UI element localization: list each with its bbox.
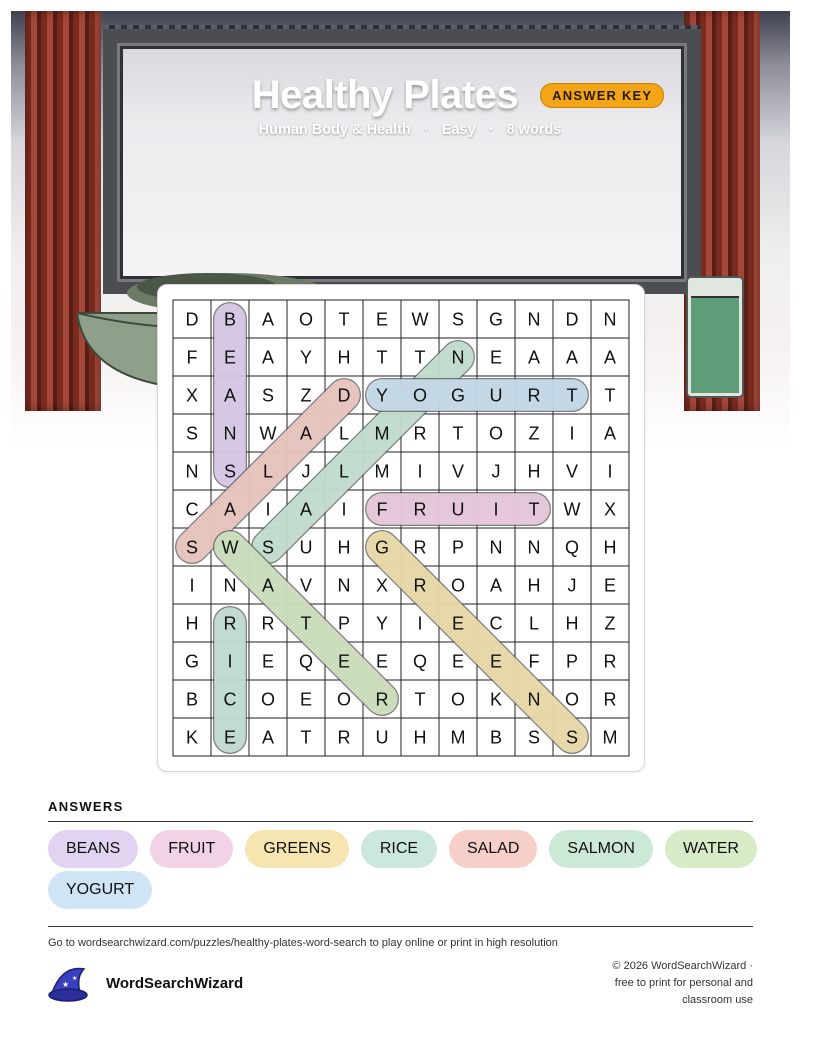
grid-letter: R — [527, 385, 541, 406]
grid-letter: N — [223, 575, 237, 596]
grid-letter: E — [489, 651, 503, 672]
grid-letter: Q — [298, 651, 314, 672]
grid-letter: R — [337, 727, 351, 748]
answer-pill-salmon: SALMON — [549, 830, 653, 868]
grid-letter: K — [489, 689, 503, 710]
grid-letter: D — [565, 309, 579, 330]
meta-separator: · — [423, 122, 429, 138]
copyright-line: © 2026 WordSearchWizard · — [612, 960, 753, 972]
word-search-grid — [157, 284, 645, 772]
grid-letter: P — [337, 613, 351, 634]
grid-letter: P — [451, 537, 465, 558]
grid-letter: N — [489, 537, 503, 558]
answers-list — [48, 830, 768, 909]
grid-letter: I — [417, 613, 423, 634]
grid-letter: L — [262, 461, 274, 482]
grid-letter: E — [299, 689, 313, 710]
grid-letter: C — [185, 499, 199, 520]
grid-letter: M — [374, 461, 390, 482]
grid-letter: E — [375, 651, 389, 672]
grid-letter: U — [375, 727, 389, 748]
grid-letter: H — [527, 575, 541, 596]
grid-letter: R — [413, 575, 427, 596]
grid-letter: N — [223, 423, 237, 444]
grid-letter: H — [185, 613, 199, 634]
title-row — [0, 70, 816, 120]
page-title: Healthy Plates — [251, 72, 519, 117]
answer-pill-fruit: FRUIT — [150, 830, 233, 868]
grid-letter: O — [260, 689, 276, 710]
grid-letter: A — [223, 499, 237, 520]
grid-letter: A — [261, 575, 275, 596]
answer-pill-rice: RICE — [361, 830, 437, 868]
copyright-line: free to print for personal and — [614, 977, 753, 989]
grid-letter: R — [413, 423, 427, 444]
brand-name: WordSearchWizard — [106, 974, 244, 992]
footer-link[interactable]: Go to wordsearchwizard.com/puzzles/healthy-plates-word-search to play online or print in high resolution — [48, 937, 558, 949]
grid-letter: J — [491, 461, 501, 482]
grid-letter: N — [185, 461, 199, 482]
answer-pill-water: WATER — [665, 830, 757, 868]
grid-letter: S — [527, 727, 541, 748]
grid-letter: G — [374, 537, 390, 558]
grid-letter: P — [565, 651, 579, 672]
grid-letter: I — [569, 423, 575, 444]
grid-letter: I — [189, 575, 195, 596]
grid-letter: Z — [604, 613, 616, 634]
grid-letter: T — [566, 385, 578, 406]
grid-letter: B — [223, 309, 237, 330]
grid-letter: E — [261, 651, 275, 672]
grid-letter: I — [493, 499, 499, 520]
grid-letter: L — [338, 461, 350, 482]
grid-letter: E — [489, 347, 503, 368]
grid-letter: I — [417, 461, 423, 482]
grid-letter: I — [341, 499, 347, 520]
grid-letter: I — [227, 651, 233, 672]
copyright-line: classroom use — [682, 994, 753, 1006]
grid-letter: O — [450, 575, 466, 596]
grid-letter: A — [489, 575, 503, 596]
grid-letter: V — [299, 575, 313, 596]
grid-letter: F — [528, 651, 540, 672]
grid-letter: M — [374, 423, 390, 444]
grid-letter: F — [186, 347, 198, 368]
grid-letter: R — [603, 651, 617, 672]
grid-letter: I — [607, 461, 613, 482]
grid-letter: C — [223, 689, 237, 710]
answer-pill-beans: BEANS — [48, 830, 138, 868]
grid-letter: J — [301, 461, 311, 482]
grid-letter: L — [528, 613, 540, 634]
grid-letter: A — [261, 347, 275, 368]
grid-letter: N — [527, 309, 541, 330]
grid-letter: T — [604, 385, 616, 406]
grid-letter: A — [261, 309, 275, 330]
grid-letter: O — [298, 309, 314, 330]
grid-letter: S — [565, 727, 579, 748]
grid-letter: T — [414, 347, 426, 368]
grid-letter: E — [223, 727, 237, 748]
grid-letter: R — [223, 613, 237, 634]
wizard-hat-icon — [48, 963, 92, 1003]
picture-frame — [103, 29, 701, 294]
grid-letter: Q — [412, 651, 428, 672]
grid-letter: Y — [375, 385, 389, 406]
grid-letter: S — [185, 423, 199, 444]
grid-letter: G — [488, 309, 504, 330]
grid-letter: O — [450, 689, 466, 710]
answer-pill-salad: SALAD — [449, 830, 537, 868]
grid-letter: A — [603, 347, 617, 368]
word-count-label: 8 words — [506, 122, 562, 138]
grid-letter: K — [185, 727, 199, 748]
grid-letter: X — [185, 385, 199, 406]
grid-letter: A — [299, 499, 313, 520]
grid-letter: W — [259, 423, 277, 444]
grid-letter: G — [450, 385, 466, 406]
grid-letter: W — [411, 309, 429, 330]
grid-letter: Y — [299, 347, 313, 368]
grid-letter: Z — [528, 423, 540, 444]
grid-letter: T — [414, 689, 426, 710]
grid-letter: W — [563, 499, 581, 520]
grid-letter: A — [603, 423, 617, 444]
grid-letter: T — [452, 423, 464, 444]
grid-letter: E — [337, 651, 351, 672]
grid-letter: S — [261, 385, 275, 406]
grid-letter: W — [221, 537, 239, 558]
grid-letter: H — [603, 537, 617, 558]
grid-letter: X — [603, 499, 617, 520]
grid-letter: E — [451, 613, 465, 634]
answers-heading: ANSWERS — [48, 799, 124, 814]
grid-letter: T — [338, 309, 350, 330]
answer-key-badge: ANSWER KEY — [540, 83, 664, 108]
grid-letter: T — [300, 727, 312, 748]
grid-letter: A — [299, 423, 313, 444]
grid-letter: V — [451, 461, 465, 482]
grid-letter: E — [223, 347, 237, 368]
grid-letter: N — [527, 689, 541, 710]
grid-letter: A — [223, 385, 237, 406]
meta-separator: · — [488, 122, 494, 138]
grid-letter: M — [602, 727, 618, 748]
grid-letter: F — [376, 499, 388, 520]
grid-letter: L — [338, 423, 350, 444]
answer-pill-yogurt: YOGURT — [48, 871, 152, 909]
grid-letter: S — [185, 537, 199, 558]
grid-letter: R — [413, 537, 427, 558]
svg-text:★: ★ — [72, 975, 78, 982]
grid-letter: E — [451, 651, 465, 672]
grid-letter: G — [184, 651, 200, 672]
grid-letter: D — [337, 385, 351, 406]
grid-letter: M — [450, 727, 466, 748]
grid-letter: R — [413, 499, 427, 520]
grid-letter: R — [375, 689, 389, 710]
grid-letter: T — [376, 347, 388, 368]
grid-letter: O — [488, 423, 504, 444]
grid-letter: T — [528, 499, 540, 520]
grid-letter: A — [261, 727, 275, 748]
grid-letter: B — [489, 727, 503, 748]
copyright — [573, 958, 753, 1009]
grid-letter: C — [489, 613, 503, 634]
grid-letter: H — [527, 461, 541, 482]
grid-letter: E — [603, 575, 617, 596]
grid-letter: Z — [300, 385, 312, 406]
grid-letter: R — [603, 689, 617, 710]
grid-letter: Q — [564, 537, 580, 558]
grid-letter: N — [451, 347, 465, 368]
svg-text:★: ★ — [62, 980, 70, 989]
grid-letter: N — [527, 537, 541, 558]
brand[interactable] — [48, 963, 243, 1003]
grid-letter: Y — [375, 613, 389, 634]
grid-letter: R — [261, 613, 275, 634]
grid-letter: E — [375, 309, 389, 330]
grid-letter: O — [564, 689, 580, 710]
difficulty-label: Easy — [441, 122, 476, 138]
grid-letter: O — [336, 689, 352, 710]
grid-letter: B — [185, 689, 199, 710]
grid-letter: H — [413, 727, 427, 748]
grid-letter: H — [565, 613, 579, 634]
glass-illustration — [683, 273, 747, 401]
divider — [48, 821, 753, 822]
grid-letter: S — [223, 461, 237, 482]
grid-letter: U — [489, 385, 503, 406]
grid-letter: H — [337, 347, 351, 368]
grid-letter: O — [412, 385, 428, 406]
grid-letter: U — [299, 537, 313, 558]
grid-letter: X — [375, 575, 389, 596]
category-label: Human Body & Health — [258, 122, 411, 138]
grid-letter: A — [565, 347, 579, 368]
grid-letter: V — [565, 461, 579, 482]
grid-letter: S — [451, 309, 465, 330]
grid-letter: H — [337, 537, 351, 558]
grid-svg — [158, 285, 644, 771]
grid-letter: A — [527, 347, 541, 368]
answer-pill-greens: GREENS — [245, 830, 349, 868]
grid-letter: J — [567, 575, 577, 596]
grid-letter: D — [185, 309, 199, 330]
grid-letter: S — [261, 537, 275, 558]
grid-letter: N — [337, 575, 351, 596]
grid-letter: I — [265, 499, 271, 520]
divider — [48, 926, 753, 927]
grid-letter: N — [603, 309, 617, 330]
grid-letter: T — [300, 613, 312, 634]
puzzle-meta — [0, 122, 816, 138]
grid-letter: U — [451, 499, 465, 520]
